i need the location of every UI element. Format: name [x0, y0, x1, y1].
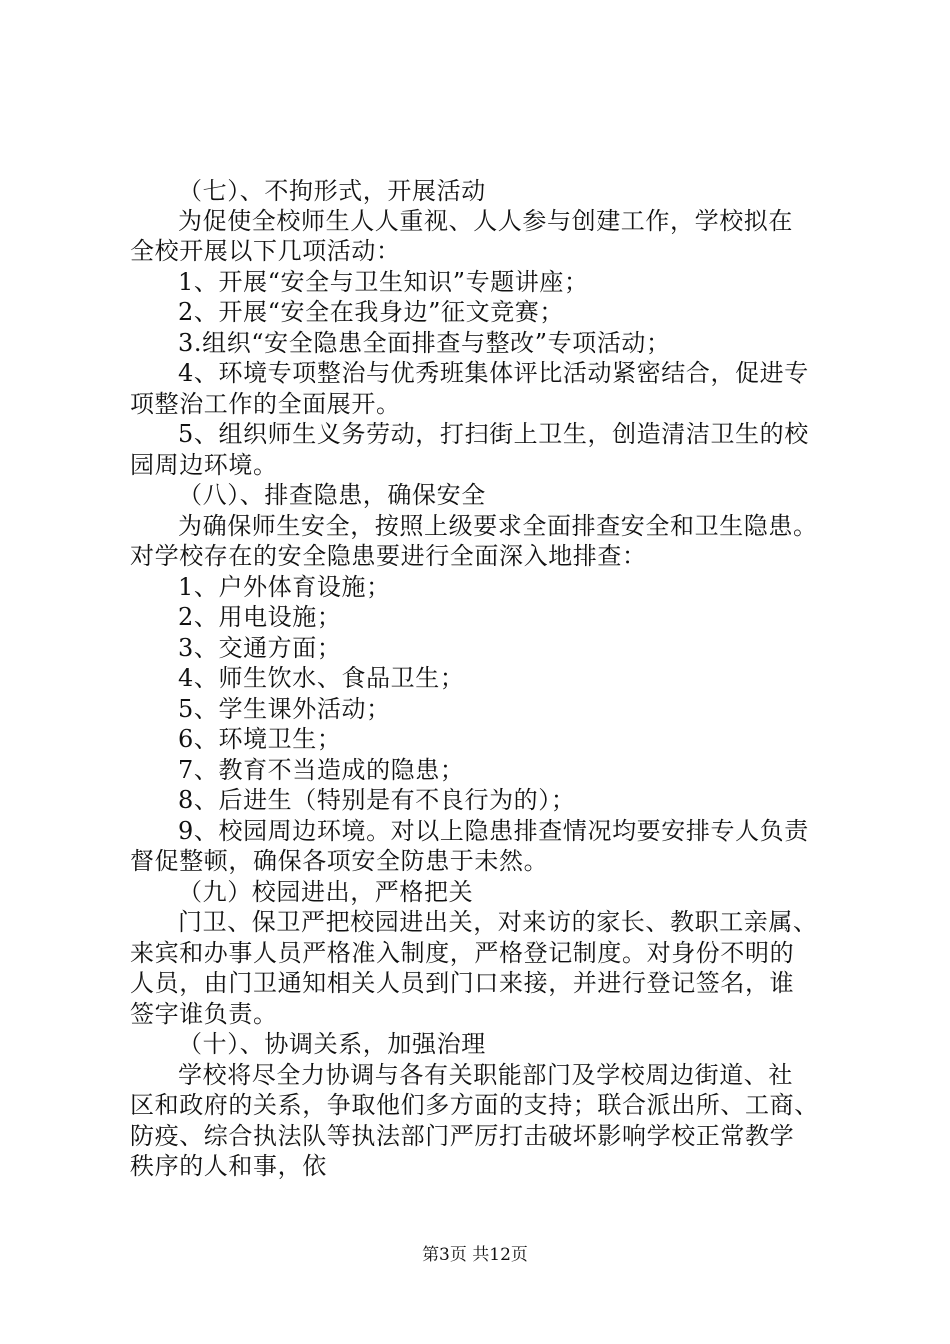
- list-item: 9、校园周边环境。对以上隐患排查情况均要安排专人负责: [178, 817, 809, 845]
- paragraph-line: 为确保师生安全，按照上级要求全面排查安全和卫生隐患。: [178, 512, 818, 540]
- paragraph-line: 督促整顿，确保各项安全防患于未然。: [130, 847, 549, 875]
- paragraph-line: 人员，由门卫通知相关人员到门口来接，并进行登记签名，谁: [130, 969, 795, 997]
- list-item: 4、师生饮水、食品卫生；: [178, 664, 465, 692]
- paragraph-line: 秩序的人和事，依: [130, 1152, 327, 1180]
- section-heading-7: （七）、不拘形式，开展活动: [178, 177, 486, 205]
- list-item: 7、教育不当造成的隐患；: [178, 756, 465, 784]
- paragraph-line: 为促使全校师生人人重视、人人参与创建工作，学校拟在: [178, 207, 793, 235]
- list-item: 5、组织师生义务劳动，打扫街上卫生，创造清洁卫生的校: [178, 420, 809, 448]
- paragraph-line: 学校将尽全力协调与各有关职能部门及学校周边街道、社: [178, 1061, 793, 1089]
- paragraph-line: 项整治工作的全面展开。: [130, 390, 401, 418]
- section-heading-9: （九）校园进出，严格把关: [178, 878, 474, 906]
- paragraph-line: 防疫、综合执法队等执法部门严厉打击破坏影响学校正常教学: [130, 1122, 795, 1150]
- list-item: 5、学生课外活动；: [178, 695, 391, 723]
- list-item: 4、环境专项整治与优秀班集体评比活动紧密结合，促进专: [178, 359, 809, 387]
- paragraph-line: 门卫、保卫严把校园进出关，对来访的家长、教职工亲属、: [178, 908, 818, 936]
- list-item: 8、后进生（特别是有不良行为的）；: [178, 786, 576, 814]
- paragraph-line: 来宾和办事人员严格准入制度，严格登记制度。对身份不明的: [130, 939, 795, 967]
- list-item: 2、用电设施；: [178, 603, 342, 631]
- section-heading-10: （十）、协调关系，加强治理: [178, 1030, 486, 1058]
- page-number-footer: 第3页 共12页: [422, 1245, 528, 1265]
- list-item: 1、开展“安全与卫生知识”专题讲座；: [178, 268, 589, 296]
- paragraph-line: 园周边环境。: [130, 451, 278, 479]
- section-heading-8: （八）、排查隐患，确保安全: [178, 481, 486, 509]
- paragraph-line: 全校开展以下几项活动：: [130, 237, 401, 265]
- list-item: 2、开展“安全在我身边”征文竞赛；: [178, 298, 565, 326]
- list-item: 3.组织“安全隐患全面排查与整改”专项活动；: [178, 329, 671, 357]
- paragraph-line: 签字谁负责。: [130, 1000, 278, 1028]
- paragraph-line: 对学校存在的安全隐患要进行全面深入地排查：: [130, 542, 647, 570]
- list-item: 1、户外体育设施；: [178, 573, 391, 601]
- paragraph-line: 区和政府的关系，争取他们多方面的支持；联合派出所、工商、: [130, 1091, 819, 1119]
- list-item: 6、环境卫生；: [178, 725, 342, 753]
- list-item: 3、交通方面；: [178, 634, 342, 662]
